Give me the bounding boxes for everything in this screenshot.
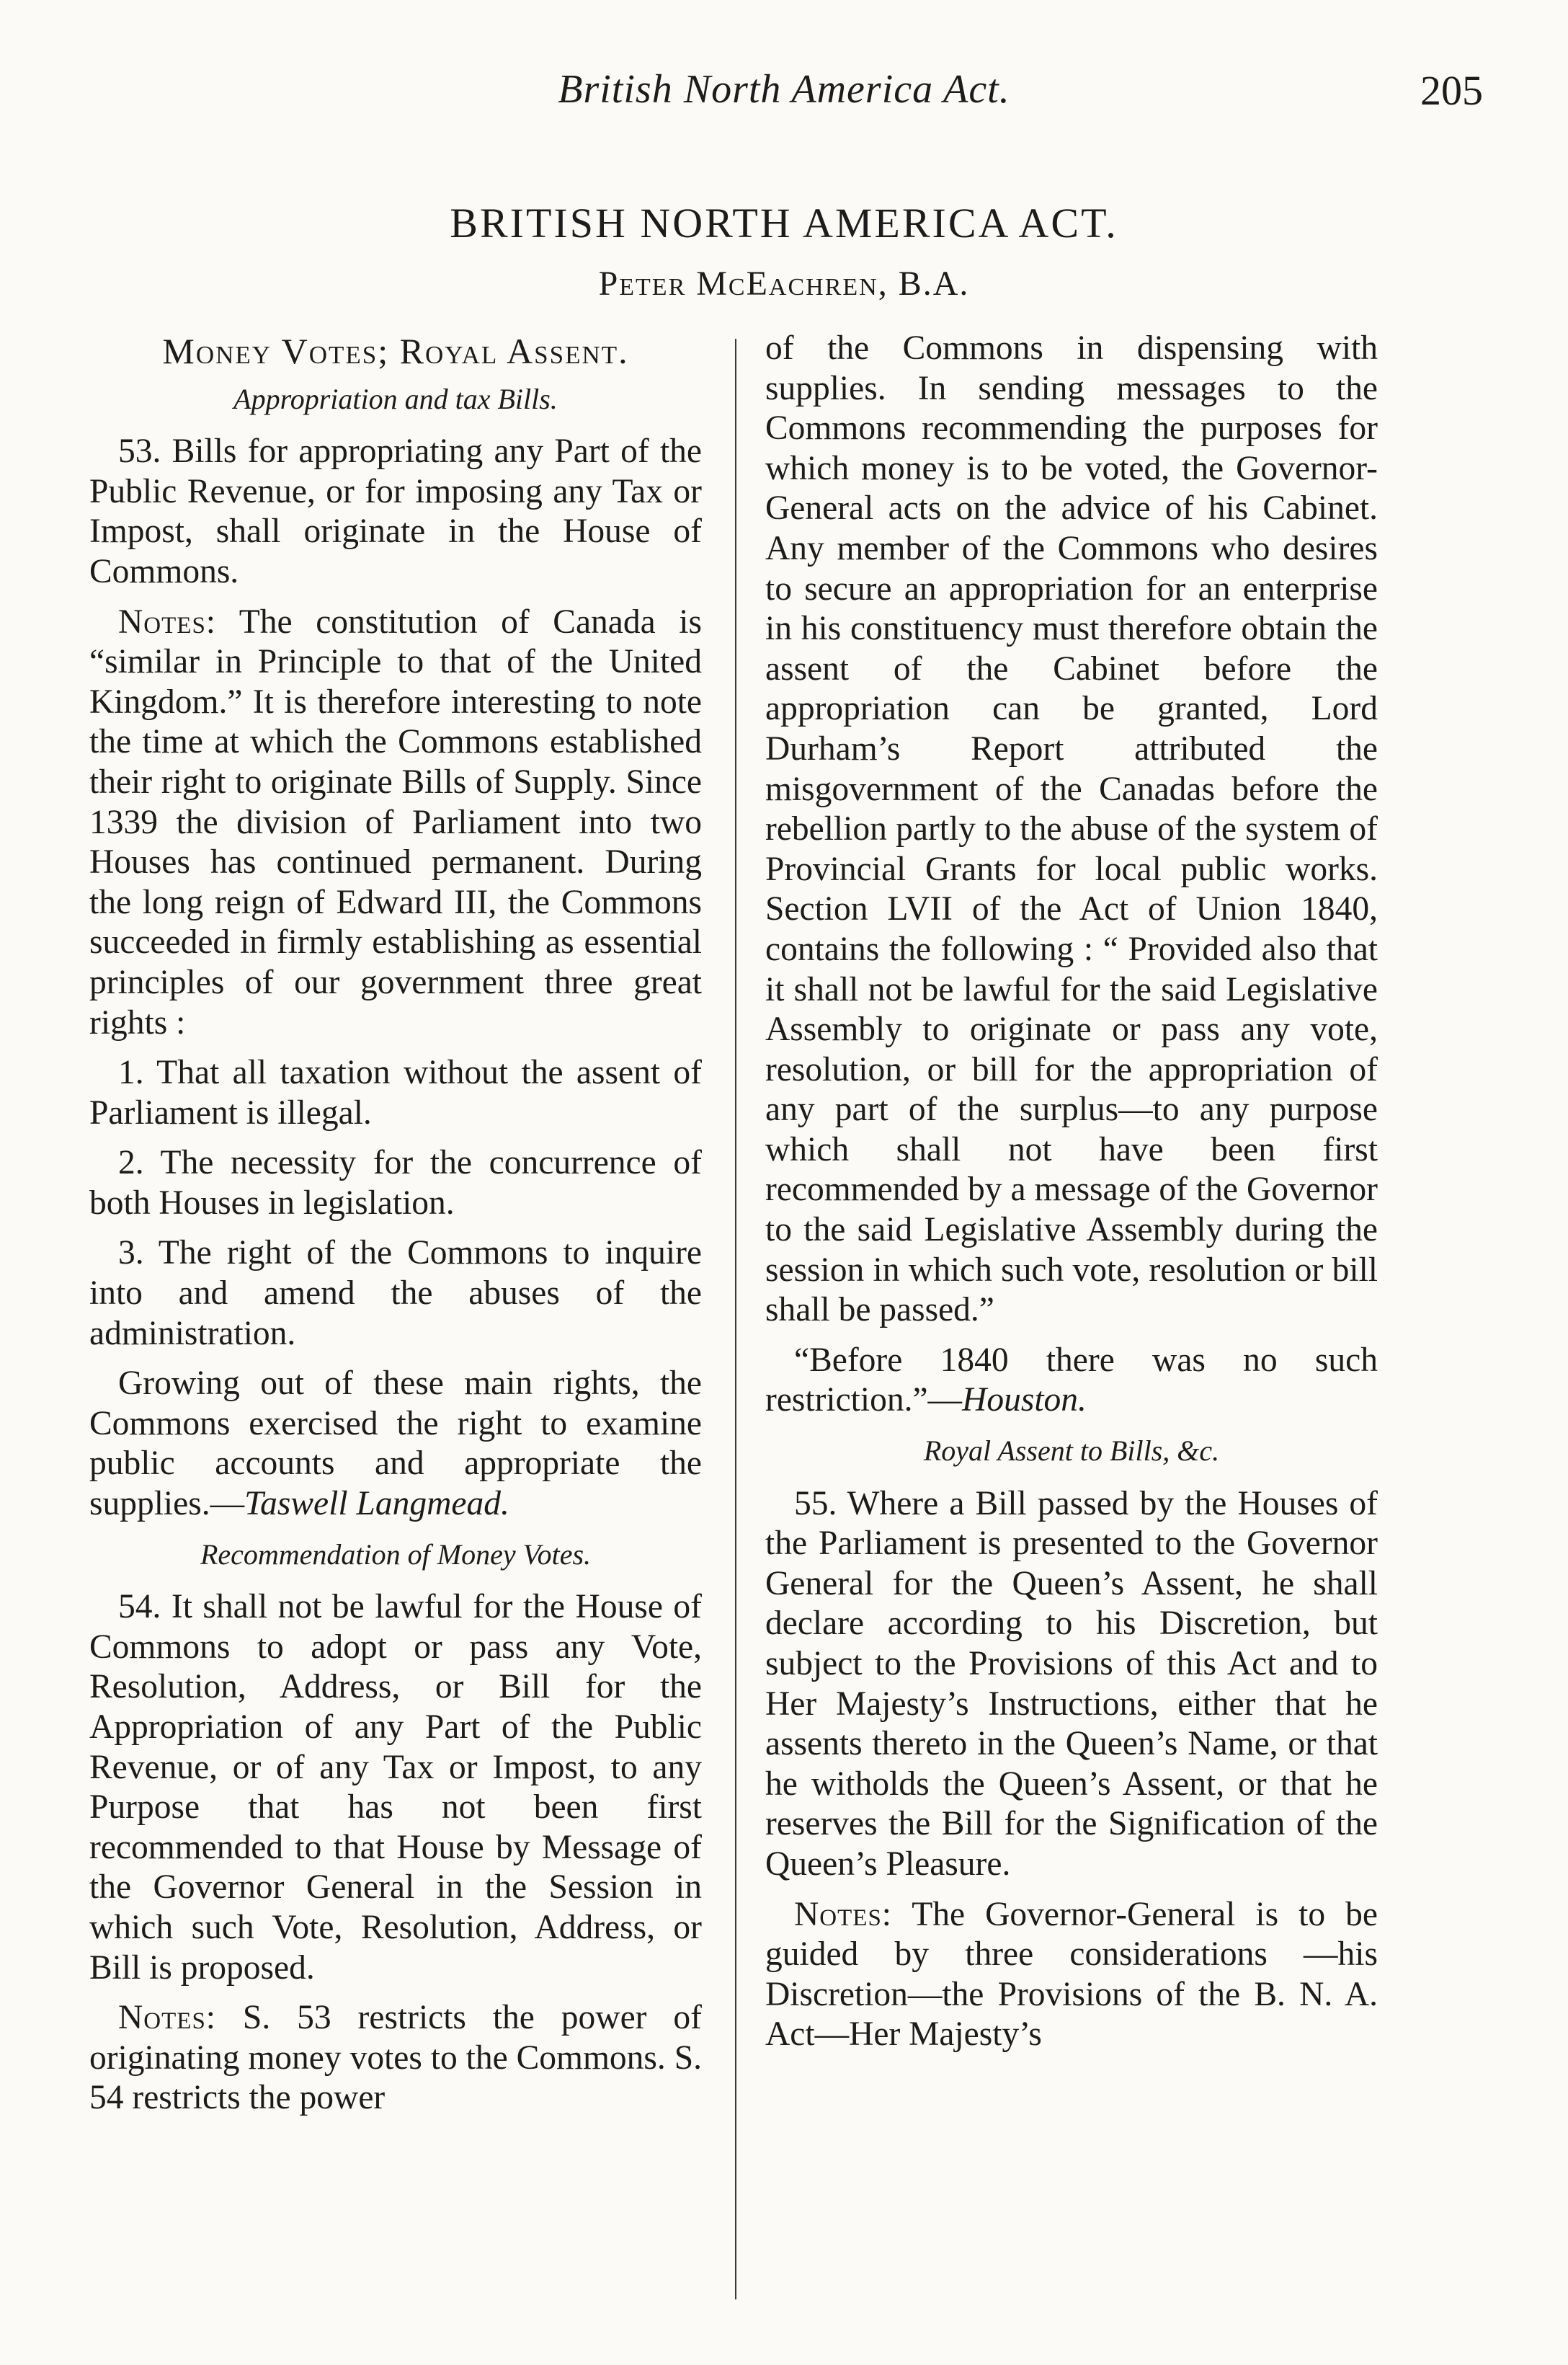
marginal-note-54: Recommendation of Money Votes. xyxy=(200,1538,592,1571)
notes-label: Notes: xyxy=(118,1999,216,2037)
running-title: British North America Act. xyxy=(558,67,1010,112)
continued-notes-text: of the Commons in dispensing with supplies. In sending messages to the Commons recommending the purposes for which money is to be voted, the Governor-General acts on the advice of his Cabinet. Any member of the Commons who desires to secure an appropriation for an enterprise in his constituency must therefore obtain the assent of the Cabinet before the appropriation can be granted, Lord Durham’s Report attributed the misgovernment of the Canadas before the rebellion partly to the abuse of the system of Provincial Grants for local public works. Section LVII of the Act of Union 1840, contains the following : “ Provided also that it shall not be lawful for the said Legislative Assembly to originate or pass any vote, resolution, or bill for the appropriation of any part of the surplus—to any purpose which shall not have been first recommended by a message of the Governor to the said Legislative Assembly during the session in which such vote, resolution or bill shall be passed.” xyxy=(765,329,1378,1329)
citation-houston: Houston. xyxy=(962,1381,1087,1419)
right-item-1: 1. That all taxation without the assent of Parliament is illegal. xyxy=(89,1054,702,1132)
author-byline: Peter McEachren, B.A. xyxy=(598,265,970,303)
marginal-note-53: Appropriation and tax Bills. xyxy=(233,382,558,415)
notes-label: Notes: xyxy=(794,1895,892,1933)
left-column xyxy=(89,329,702,2129)
before-1840-paragraph xyxy=(765,1341,1378,1421)
section-53-text: 53. Bills for appropriating any Part of the Public Revenue, or for imposing any Tax or Impost, shall originate in the House of Commons. xyxy=(89,432,702,590)
column-divider xyxy=(735,339,736,2299)
notes-text: The Governor-General is to be guided by three considerations —his Discretion—the Provisions of the B. N. A. Act—Her Majesty’s xyxy=(765,1895,1378,2054)
section-54-text: 54. It shall not be lawful for the House of Commons to adopt or pass any Vote, Resolution, Address, or Bill for the Appropriation of any Part of the Public Revenue, or of any Tax or Impost, to any Purpose that has not been first recommended to that House by Message of the Governor General in the Session in which such Vote, Resolution, Address, or Bill is proposed. xyxy=(89,1588,702,1987)
notes-paragraph-3 xyxy=(765,1895,1378,2055)
notes-text: The constitution of Canada is “similar in Principle to that of the United Kingdom.” It is therefore interesting to note the time at which the Commons established their right to originate Bills of Supply. Since 1339 the division of Parliament into two Houses has continued permanent. During the long reign of Edward III, the Commons succeeded in firmly establishing as essential principles of our government three great rights : xyxy=(89,603,702,1042)
notes-paragraph-1 xyxy=(89,603,702,1044)
notes-text: S. 53 restricts the power of originating money votes to the Commons. S. 54 restricts the power xyxy=(89,1999,702,2117)
right-item-3: 3. The right of the Commons to inquire into and amend the abuses of the administration. xyxy=(89,1234,702,1352)
page-number: 205 xyxy=(1420,67,1483,114)
right-item-2: 2. The necessity for the concurrence of both Houses in legislation. xyxy=(89,1144,702,1222)
section-heading: Money Votes; Royal Assent. xyxy=(162,331,629,371)
notes-label: Notes: xyxy=(118,603,216,641)
running-head xyxy=(0,66,1568,131)
right-column xyxy=(765,329,1378,2065)
before-1840-text: “Before 1840 there was no such restriction.”— xyxy=(765,1341,1378,1419)
notes-paragraph-2 xyxy=(89,1998,702,2118)
growing-out-text: Growing out of these main rights, the Commons exercised the right to examine public accounts and appropriate the supplies.— xyxy=(89,1365,702,1523)
citation-taswell: Taswell Langmead. xyxy=(244,1485,509,1523)
article-title: BRITISH NORTH AMERICA ACT. xyxy=(450,200,1118,247)
growing-out-paragraph xyxy=(89,1364,702,1524)
marginal-note-55: Royal Assent to Bills, &c. xyxy=(923,1434,1220,1468)
section-55-text: 55. Where a Bill passed by the Houses of the Parliament is presented to the Governor General for the Queen’s Assent, he shall declare according to his Discretion, but subject to the Provisions of this Act and to Her Majesty’s Instructions, either that he assents thereto in the Queen’s Name, or that he witholds the Queen’s Assent, or that he reserves the Bill for the Signification of the Queen’s Pleasure. xyxy=(765,1484,1378,1883)
